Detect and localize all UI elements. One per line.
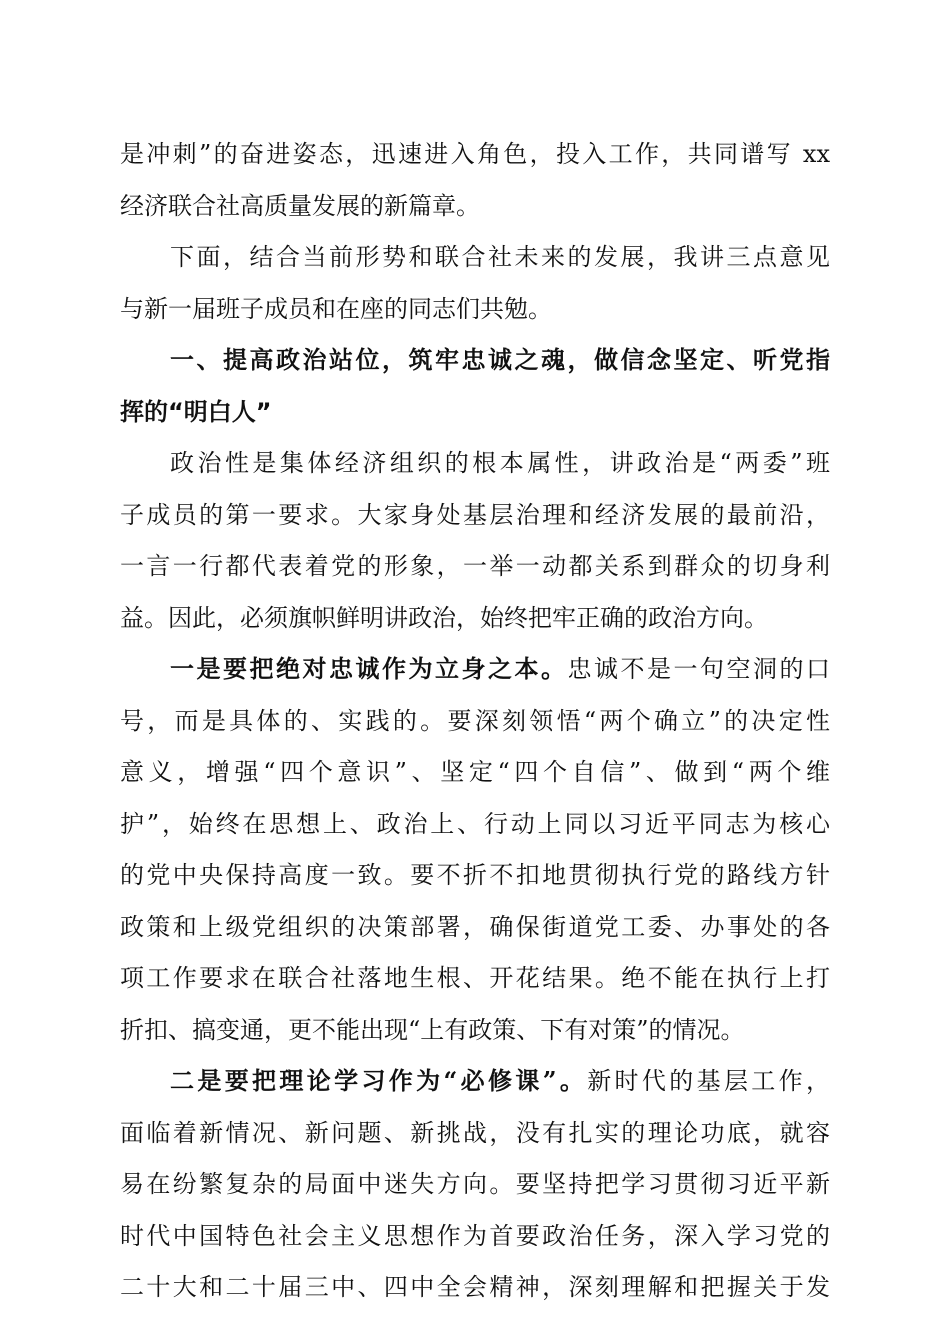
paragraph-line: 折扣、搞变通，更不能出现“上有政策、下有对策”的情况。 xyxy=(120,1016,745,1044)
paragraph-line: 经济联合社高质量发展的新篇章。 xyxy=(120,192,480,220)
lead-continuation: 忠诚不是一句空洞的口 xyxy=(567,655,830,683)
section-heading-line: 挥的“明白人” xyxy=(120,398,272,426)
paragraph-line: 一言一行都代表着党的形象，一举一动都关系到群众的切身利 xyxy=(120,552,830,580)
paragraph-line: 下面，结合当前形势和联合社未来的发展，我讲三点意见 xyxy=(170,243,830,271)
paragraph-line: 二十大和二十届三中、四中全会精神，深刻理解和把握关于发 xyxy=(120,1273,830,1301)
paragraph-line: 与新一届班子成员和在座的同志们共勉。 xyxy=(120,295,552,323)
lead-sentence: 一是要把绝对忠诚作为立身之本。 xyxy=(170,654,568,683)
paragraph-line: 政策和上级党组织的决策部署，确保街道党工委、办事处的各 xyxy=(120,913,830,941)
paragraph-line: 时代中国特色社会主义思想作为首要政治任务，深入学习党的 xyxy=(120,1222,830,1250)
section-heading-line: 一、提高政治站位，筑牢忠诚之魂，做信念坚定、听党指 xyxy=(170,346,830,374)
paragraph-line: 易在纷繁复杂的局面中迷失方向。要坚持把学习贯彻习近平新 xyxy=(120,1170,830,1198)
paragraph-line-with-lead xyxy=(170,1062,830,1100)
paragraph-line-with-lead xyxy=(170,650,830,688)
paragraph-line: 护”，始终在思想上、政治上、行动上同以习近平同志为核心 xyxy=(120,810,830,838)
paragraph-line: 子成员的第一要求。大家身处基层治理和经济发展的最前沿， xyxy=(120,501,830,529)
paragraph-line: 意义，增强“四个意识”、坚定“四个自信”、做到“两个维 xyxy=(120,758,830,786)
paragraph-line: 益。因此，必须旗帜鲜明讲政治，始终把牢正确的政治方向。 xyxy=(120,604,768,632)
paragraph-line: 的党中央保持高度一致。要不折不扣地贯彻执行党的路线方针 xyxy=(120,861,830,889)
paragraph-line: 面临着新情况、新问题、新挑战，没有扎实的理论功底，就容 xyxy=(120,1119,830,1147)
paragraph-line: 项工作要求在联合社落地生根、开花结果。绝不能在执行上打 xyxy=(120,964,830,992)
lead-continuation: 新时代的基层工作， xyxy=(587,1067,830,1095)
paragraph-line: 号，而是具体的、实践的。要深刻领悟“两个确立”的决定性 xyxy=(120,707,830,735)
paragraph-line: 政治性是集体经济组织的根本属性，讲政治是“两委”班 xyxy=(170,449,830,477)
lead-sentence: 二是要把理论学习作为“必修课”。 xyxy=(170,1066,588,1095)
paragraph-line: 是冲刺”的奋进姿态，迅速进入角色，投入工作，共同谱写 xx xyxy=(120,140,830,168)
